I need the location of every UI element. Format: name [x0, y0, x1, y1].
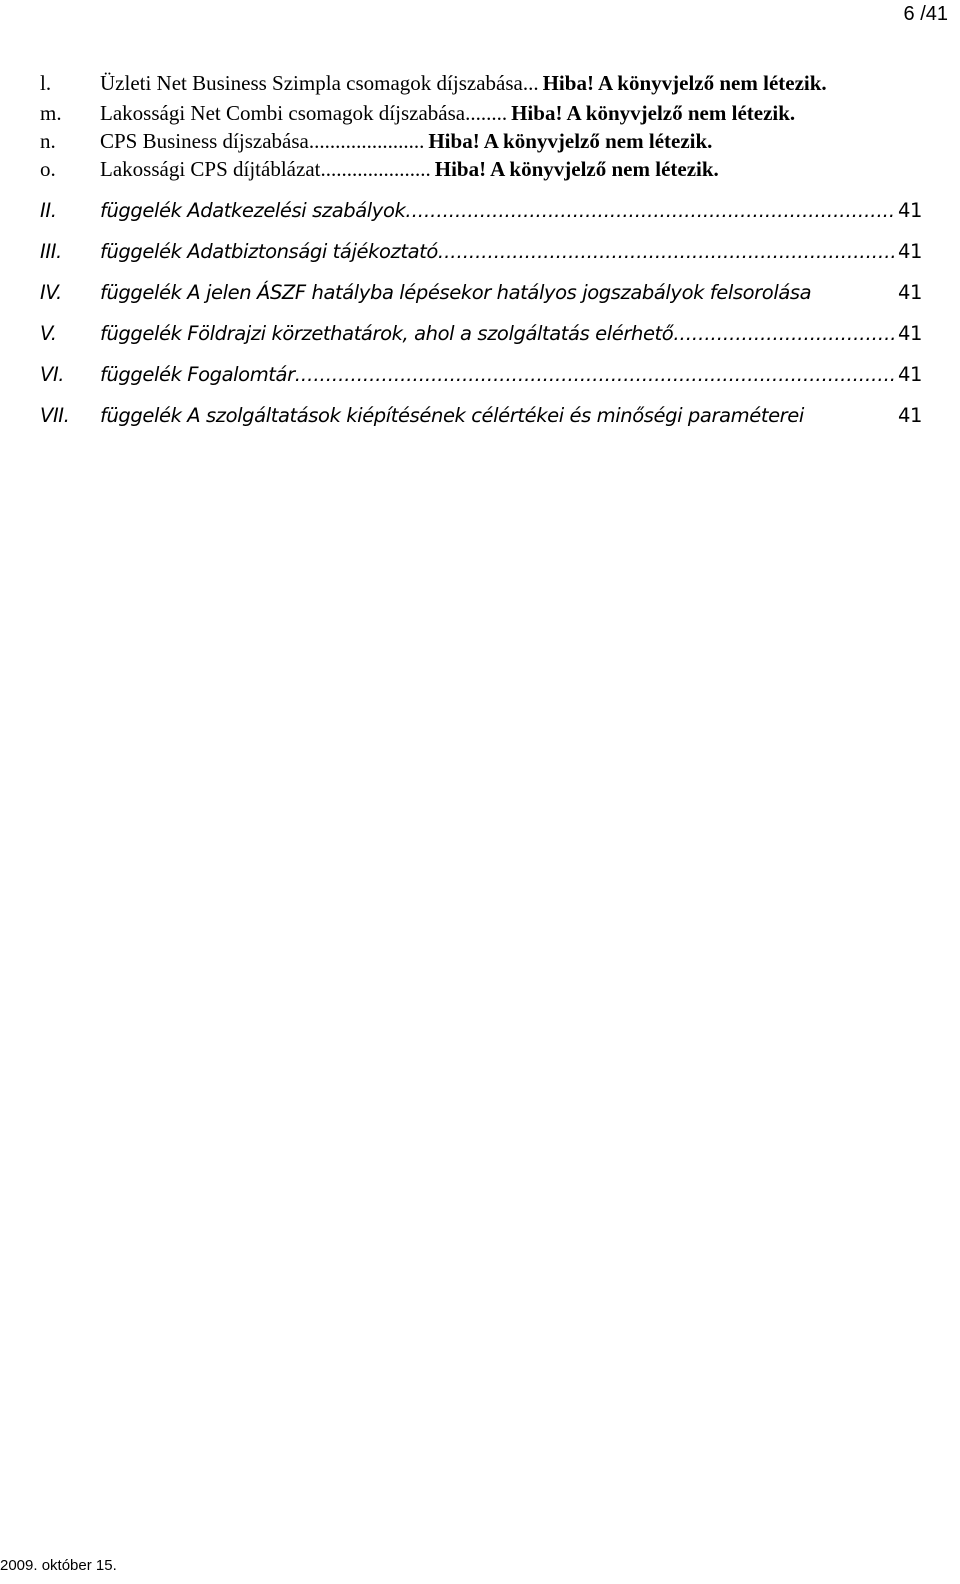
page-number: 6 /41 — [903, 3, 948, 25]
toc-entry-leader — [295, 362, 894, 388]
toc-entry-page: 41 — [897, 363, 922, 386]
toc-entry-number: VII. — [40, 404, 70, 427]
toc-entry-leader — [438, 239, 894, 265]
toc-entry-title: függelék Földrajzi körzethatárok, ahol a szolgáltatás elérhető — [100, 322, 674, 345]
toc-entry-l[interactable] — [40, 70, 922, 96]
toc-entry-error: Hiba! A könyvjelző nem létezik. — [434, 157, 719, 181]
toc-entry-title: függelék Adatbiztonsági tájékoztató — [100, 240, 438, 263]
toc-entry-title: függelék A szolgáltatások kiépítésének célértékei és minőségi paraméterei — [100, 404, 804, 427]
toc-entry-page: 41 — [897, 404, 922, 427]
toc-entry-n[interactable] — [40, 128, 922, 154]
toc-entry-number: l. — [40, 71, 52, 95]
toc-appendix-ii[interactable] — [40, 198, 922, 224]
toc-appendix-iv[interactable] — [40, 280, 922, 306]
toc-entry-title: CPS Business díjszabása — [100, 129, 309, 153]
toc-entry-title: függelék A jelen ÁSZF hatályba lépésekor hatályos jogszabályok felsorolása — [100, 281, 812, 304]
toc-entry-page: 41 — [897, 322, 922, 345]
toc-entry-dots: ..................... — [320, 157, 431, 181]
toc-entry-page: 41 — [897, 281, 922, 304]
toc-entry-error: Hiba! A könyvjelző nem létezik. — [511, 101, 796, 125]
toc-entry-o[interactable] — [40, 156, 922, 182]
toc-appendix-vii[interactable] — [40, 403, 922, 429]
toc-entry-title: függelék Fogalomtár — [100, 363, 295, 386]
toc-entry-title: Lakossági Net Combi csomagok díjszabása — [100, 101, 466, 125]
toc-entry-m[interactable] — [40, 100, 922, 126]
toc-entry-leader — [405, 198, 894, 224]
toc-entry-number: IV. — [40, 281, 62, 304]
toc-entry-title: Üzleti Net Business Szimpla csomagok díjszabása — [100, 71, 523, 95]
toc-entry-leader — [673, 321, 894, 347]
toc-entry-dots: ...................... — [308, 129, 425, 153]
toc-entry-title: Lakossági CPS díjtáblázat — [100, 157, 321, 181]
footer-date: 2009. október 15. — [0, 1557, 117, 1574]
toc-entry-number: III. — [40, 240, 62, 263]
toc-appendix-v[interactable] — [40, 321, 922, 347]
toc-entry-dots: ........ — [465, 101, 508, 125]
toc-appendix-vi[interactable] — [40, 362, 922, 388]
toc-entry-number: o. — [40, 157, 56, 181]
toc-entry-number: II. — [40, 199, 57, 222]
toc-entry-page: 41 — [897, 199, 922, 222]
toc-entry-page: 41 — [897, 240, 922, 263]
toc-entry-number: V. — [40, 322, 57, 345]
toc-entry-dots: ... — [522, 71, 539, 95]
toc-entry-number: n. — [40, 129, 56, 153]
toc-entry-title: függelék Adatkezelési szabályok — [100, 199, 406, 222]
toc-entry-error: Hiba! A könyvjelző nem létezik. — [542, 71, 827, 95]
toc-appendix-iii[interactable] — [40, 239, 922, 265]
toc-entry-error: Hiba! A könyvjelző nem létezik. — [428, 129, 713, 153]
toc-entry-number: VI. — [40, 363, 65, 386]
toc-entry-number: m. — [40, 101, 62, 125]
